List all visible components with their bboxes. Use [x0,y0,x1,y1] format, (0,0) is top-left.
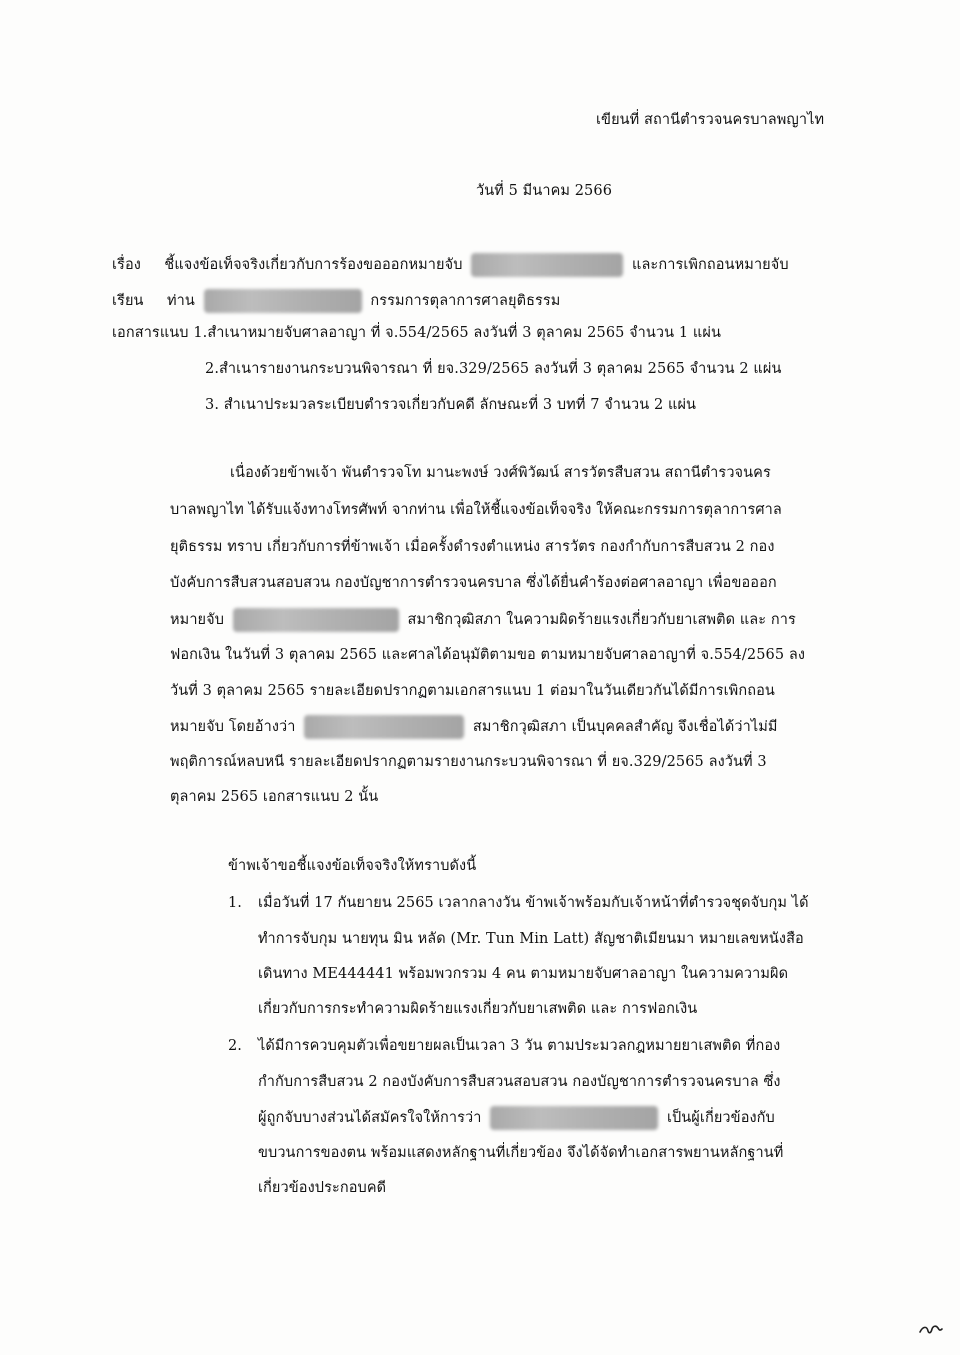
paragraph-line: บังคับการสืบสวนสอบสวน กองบัญชาการตำรวจนครบาล ซึ่งได้ยื่นคำร้องต่อศาลอาญา เพื่อขอออก [170,575,777,591]
written-at: เขียนที่ สถานีตำรวจนครบาลพญาไท [596,112,825,128]
list-item-line: เมื่อวันที่ 17 กันยายน 2565 เวลากลางวัน ข้าพเจ้าพร้อมกับเจ้าหน้าที่ตำรวจชุดจับกุม ได้ [258,895,809,911]
attachments-label: เอกสารแนบ [112,325,189,341]
paragraph-text: หมายจับ [170,612,225,628]
paragraph-line: พฤติการณ์หลบหนี รายละเอียดปรากฏตามรายงานกระบวนพิจารณา ที่ ยจ.329/2565 ลงวันที่ 3 [170,754,767,770]
attachments-line [112,323,721,343]
list-number: 1. [228,895,242,911]
handwritten-page-mark-icon [918,1318,944,1338]
subject-text: ชี้แจงข้อเท็จจริงเกี่ยวกับการร้องขอออกหมายจับ [164,257,463,273]
attachment-item-1: 1.สำเนาหมายจับศาลอาญา ที่ จ.554/2565 ลงวันที่ 3 ตุลาคม 2565 จำนวน 1 แผ่น [193,325,721,341]
redacted-name [304,715,464,739]
to-prefix: ท่าน [167,293,195,309]
paragraph-line: บาลพญาไท ได้รับแจ้งทางโทรศัพท์ จากท่าน เพื่อให้ชี้แจงข้อเท็จจริง ให้คณะกรรมการตุลาการศาล [170,502,782,518]
paragraph-line: ตุลาคม 2565 เอกสารแนบ 2 นั้น [170,789,379,805]
paragraph-line [170,608,796,632]
list-item-line: เกี่ยวกับการกระทำความผิดร้ายแรงเกี่ยวกับยาเสพติด และ การฟอกเงิน [258,1001,698,1017]
paragraph-line: เนื่องด้วยข้าพเจ้า พันตำรวจโท มานะพงษ์ วงศ์พิวัฒน์ สารวัตรสืบสวน สถานีตำรวจนคร [230,465,771,481]
paragraph-line: ยุติธรรม ทราบ เกี่ยวกับการที่ข้าพเจ้า เมื่อครั้งดำรงตำแหน่ง สารวัตร กองกำกับการสืบสวน 2 กอง [170,539,775,555]
list-item-line: ขบวนการของตน พร้อมแสดงหลักฐานที่เกี่ยวข้อง จึงได้จัดทำเอกสารพยานหลักฐานที่ [258,1145,784,1161]
letter-date: วันที่ 5 มีนาคม 2566 [476,183,613,199]
to-line [112,289,560,313]
paragraph-line: ฟอกเงิน ในวันที่ 3 ตุลาคม 2565 และศาลได้อนุมัติตามขอ ตามหมายจับศาลอาญาที่ จ.554/2565 ลง [170,647,806,663]
list-item-text: ผู้ถูกจับบางส่วนได้สมัครใจให้การว่า [258,1110,482,1126]
redacted-name [471,253,623,277]
attachment-item-3: 3. สำเนาประมวลระเบียบตำรวจเกี่ยวกับคดี ลักษณะที่ 3 บทที่ 7 จำนวน 2 แผ่น [205,397,697,413]
statement-intro: ข้าพเจ้าขอชี้แจงข้อเท็จจริงให้ทราบดังนี้ [228,858,477,874]
list-item-line: ได้มีการควบคุมตัวเพื่อขยายผลเป็นเวลา 3 วัน ตามประมวลกฎหมายยาเสพติด ที่กอง [258,1038,781,1054]
attachment-item-2: 2.สำเนารายงานกระบวนพิจารณา ที่ ยจ.329/2565 ลงวันที่ 3 ตุลาคม 2565 จำนวน 2 แผ่น [205,361,782,377]
redacted-name [490,1106,658,1130]
list-item-text: เป็นผู้เกี่ยวข้องกับ [666,1110,775,1126]
subject-label: เรื่อง [112,257,141,273]
subject-text-end: และการเพิกถอนหมายจับ [632,257,789,273]
list-item-line: กำกับการสืบสวน 2 กองบังคับการสืบสวนสอบสวน กองบัญชาการตำรวจนครบาล ซึ่ง [258,1074,781,1090]
paragraph-line [170,715,778,739]
paragraph-line: วันที่ 3 ตุลาคม 2565 รายละเอียดปรากฏตามเอกสารแนบ 1 ต่อมาในวันเดียวกันได้มีการเพิกถอน [170,683,775,699]
subject-line [112,253,789,277]
paragraph-text: หมายจับ โดยอ้างว่า [170,719,296,735]
redacted-name [204,289,362,313]
paragraph-text: สมาชิกวุฒิสภา เป็นบุคคลสำคัญ จึงเชื่อได้ว่าไม่มี [472,719,778,735]
redacted-name [233,608,399,632]
to-suffix: กรรมการตุลาการศาลยุติธรรม [370,293,561,309]
list-number: 2. [228,1038,242,1054]
to-label: เรียน [112,293,144,309]
list-item-line: เกี่ยวข้องประกอบคดี [258,1180,387,1196]
paragraph-text: สมาชิกวุฒิสภา ในความผิดร้ายแรงเกี่ยวกับยาเสพติด และ การ [407,612,796,628]
page-number-mark [918,1318,944,1338]
list-item-line: เดินทาง ME444441 พร้อมพวกรวม 4 คน ตามหมายจับศาลอาญา ในความความผิด [258,966,789,982]
list-item-line [258,1106,775,1130]
list-item-line: ทำการจับกุม นายทุน มิน หลัด (Mr. Tun Min Latt) สัญชาติเมียนมา หมายเลขหนังสือ [258,931,804,947]
